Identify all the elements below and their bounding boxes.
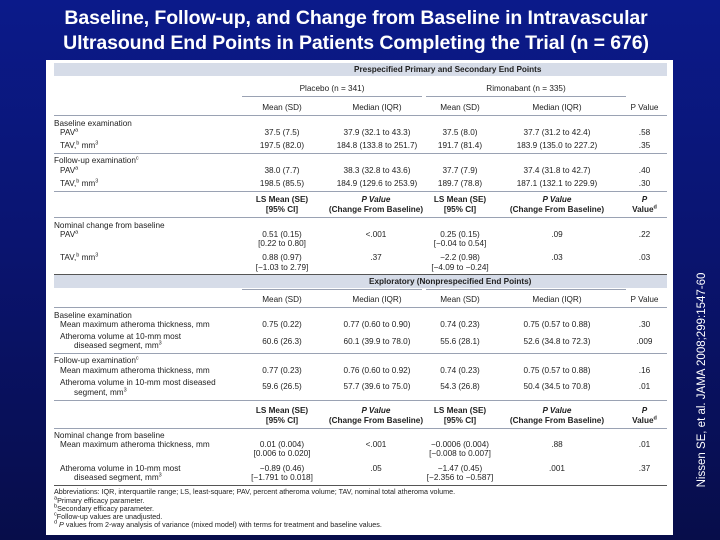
cell: .001: [549, 464, 565, 473]
cell: .35: [638, 141, 651, 150]
primary-column-header-row: [46, 103, 673, 113]
cell: 37.5 (8.0): [442, 128, 478, 137]
cell: .37: [638, 464, 651, 473]
change-from-baseline-header: (Change From Baseline): [509, 416, 605, 425]
cell: 0.75 (0.57 to 0.88): [523, 366, 591, 375]
placebo-group-rule: [242, 96, 422, 97]
cell: 0.01 (0.004): [259, 440, 305, 449]
exploratory-change-mmat-ci-row: [46, 449, 673, 459]
tav-label: TAV,$^b$ $mm^3$: [60, 252, 99, 262]
cell: 38.3 (32.8 to 43.6): [343, 166, 411, 175]
vol-label-2: diseased segment, $mm^3$: [74, 340, 162, 350]
cell: −1.47 (0.45): [437, 464, 483, 473]
slide-title-line-2: Ultrasound End Points in Patients Completing the Trial (n = 676): [63, 32, 649, 54]
value-d-header: Value$^d$: [632, 415, 657, 425]
cell: .05: [370, 464, 382, 473]
cell: .01: [638, 440, 651, 449]
cell: 37.7 (31.2 to 42.4): [523, 128, 591, 137]
cell: .88: [551, 440, 563, 449]
cell: 57.7 (39.6 to 75.0): [343, 382, 411, 391]
value-d-header: Value$^d$: [632, 204, 657, 214]
exploratory-change-vol-row-2: [46, 473, 673, 483]
cell: .01: [638, 382, 651, 391]
cell: −0.0006 (0.004): [430, 440, 490, 449]
citation: Nissen SE, et al. JAMA 2008;299:1547-60: [696, 272, 708, 488]
cell: [0.006 to 0.020]: [253, 449, 311, 458]
primary-change-tav-row: [46, 253, 673, 263]
cell: 38.0 (7.7): [264, 166, 300, 175]
col-mean-rimonabant: Mean (SD): [440, 103, 480, 112]
col-p-value: P Value: [630, 103, 659, 112]
exploratory-section-title: Exploratory (Nonprespecified End Points): [369, 277, 532, 286]
col-median-placebo: Median (IQR): [352, 295, 402, 304]
row-rule: [54, 191, 667, 192]
exploratory-nominal-label: Nominal change from baseline: [54, 431, 165, 440]
primary-nominal-label: Nominal change from baseline: [54, 221, 165, 230]
p-value-d-header: P: [641, 406, 648, 415]
tav-label: TAV,$^b$ $mm^3$: [60, 140, 99, 150]
cell: 54.3 (26.8): [440, 382, 480, 391]
vol-ch-label-1: Atheroma volume in 10-mm most: [60, 464, 181, 473]
cell: 37.9 (32.1 to 43.3): [343, 128, 411, 137]
exploratory-change-header-row-1: [46, 406, 673, 416]
cell: −0.89 (0.46): [259, 464, 305, 473]
cell: 60.6 (26.3): [262, 337, 302, 346]
cell: 52.6 (34.8 to 72.3): [523, 337, 591, 346]
cell: .22: [638, 230, 651, 239]
cell: 191.7 (81.4): [437, 141, 483, 150]
cell: 183.9 (135.0 to 227.2): [516, 141, 598, 150]
change-from-baseline-header: (Change From Baseline): [328, 416, 424, 425]
exploratory-followup-mmat-row: [46, 366, 673, 376]
exploratory-followup-vol-row-2: [46, 388, 673, 398]
cell: 184.8 (133.8 to 251.7): [336, 141, 418, 150]
col-mean-placebo: Mean (SD): [262, 103, 302, 112]
ci-header: [95% CI]: [443, 416, 477, 425]
footnote-abbreviations: Abbreviations: IQR, interquartile range; LS, least-square; PAV, percent atheroma volume; TAV, nominal total atheroma volume.: [54, 487, 456, 496]
col-p-value: P Value: [630, 295, 659, 304]
cell: .03: [551, 253, 563, 262]
col-mean-rimonabant: Mean (SD): [440, 295, 480, 304]
primary-change-tav-ci-row: [46, 263, 673, 273]
cell: 189.7 (78.8): [437, 179, 483, 188]
cell: .16: [638, 366, 651, 375]
primary-followup-label: Follow-up examination$^c$: [54, 155, 139, 165]
exploratory-followup-label: Follow-up examination$^c$: [54, 355, 139, 365]
cell: 0.76 (0.60 to 0.92): [343, 366, 411, 375]
cell: 37.7 (7.9): [442, 166, 478, 175]
vol-fu-label-2: segment, $mm^3$: [74, 387, 127, 397]
cell: 184.9 (129.6 to 253.9): [336, 179, 418, 188]
primary-change-header-row-1: [46, 195, 673, 205]
rimonabant-group-rule: [426, 289, 626, 290]
cell: .37: [370, 253, 382, 262]
p-change-header: P Value: [542, 195, 572, 204]
cell: .30: [638, 179, 651, 188]
tav-label: TAV,$^b$ $mm^3$: [60, 178, 99, 188]
p-change-header: P Value: [361, 195, 391, 204]
exploratory-change-header-row-2: [46, 416, 673, 426]
cell: 0.74 (0.23): [440, 366, 480, 375]
exploratory-baseline-vol-row-2: [46, 341, 673, 351]
cell: −2.2 (0.98): [440, 253, 480, 262]
change-from-baseline-header: (Change From Baseline): [328, 205, 424, 214]
cell: 0.77 (0.23): [262, 366, 302, 375]
ls-mean-header: LS Mean (SE): [255, 195, 309, 204]
exploratory-column-header-row: [46, 295, 673, 305]
cell: .009: [636, 337, 653, 346]
cell: 37.4 (31.8 to 42.7): [523, 166, 591, 175]
cell: [−0.04 to 0.54]: [433, 239, 487, 248]
primary-change-pav-ci-row: [46, 239, 673, 249]
pav-label: PAV$^a$: [60, 229, 79, 239]
placebo-group-rule: [242, 289, 422, 290]
ci-header: [95% CI]: [265, 416, 299, 425]
cell: .40: [638, 166, 651, 175]
ls-mean-header: LS Mean (SE): [433, 406, 487, 415]
col-median-rimonabant: Median (IQR): [532, 103, 582, 112]
exploratory-baseline-mmat-row: [46, 320, 673, 330]
ls-mean-header: LS Mean (SE): [255, 406, 309, 415]
primary-change-header-row-2: [46, 205, 673, 215]
vol-label-1: Atheroma volume at 10-mm most: [60, 332, 182, 341]
mmat-label: Mean maximum atheroma thickness, mm: [60, 366, 210, 375]
col-median-placebo: Median (IQR): [352, 103, 402, 112]
row-rule: [54, 153, 667, 154]
exploratory-header-rule: [54, 307, 667, 308]
slide-title-line-1: Baseline, Follow-up, and Change from Baseline in Intravascular: [64, 7, 648, 29]
cell: 60.1 (39.9 to 78.0): [343, 337, 411, 346]
primary-section-header: [54, 63, 667, 76]
mmat-label: Mean maximum atheroma thickness, mm: [60, 440, 210, 449]
cell: 187.1 (132.1 to 229.9): [516, 179, 598, 188]
cell: 0.51 (0.15): [262, 230, 302, 239]
ls-mean-header: LS Mean (SE): [433, 195, 487, 204]
cell: 59.6 (26.5): [262, 382, 302, 391]
p-change-header: P Value: [361, 406, 391, 415]
row-rule: [54, 428, 667, 429]
table-bottom-rule: [54, 485, 667, 486]
primary-baseline-pav-row: [46, 128, 673, 138]
cell: 197.5 (82.0): [259, 141, 305, 150]
slide-title: [0, 6, 712, 56]
cell: .58: [638, 128, 651, 137]
rimonabant-group-label: Rimonabant (n = 335): [486, 84, 566, 93]
cell: .09: [551, 230, 563, 239]
primary-baseline-label: Baseline examination: [54, 119, 132, 128]
mmat-label: Mean maximum atheroma thickness, mm: [60, 320, 210, 329]
p-value-d-header: P: [641, 195, 648, 204]
ci-header: [95% CI]: [443, 205, 477, 214]
row-rule: [54, 217, 667, 218]
cell: [−1.791 to 0.018]: [251, 473, 313, 482]
exploratory-baseline-label: Baseline examination: [54, 311, 132, 320]
primary-header-rule: [54, 115, 667, 116]
cell: 0.75 (0.22): [262, 320, 302, 329]
change-from-baseline-header: (Change From Baseline): [509, 205, 605, 214]
vol-ch-label-2: diseased segment, $mm^3$: [74, 472, 162, 482]
primary-followup-label-row: [46, 156, 673, 166]
cell: .03: [638, 253, 651, 262]
vol-fu-label-1: Atheroma volume in 10-mm most diseased: [60, 378, 216, 387]
primary-baseline-tav-row: [46, 141, 673, 151]
col-median-rimonabant: Median (IQR): [532, 295, 582, 304]
exploratory-section-header: [54, 275, 667, 288]
cell: 0.77 (0.60 to 0.90): [343, 320, 411, 329]
primary-followup-tav-row: [46, 179, 673, 189]
cell: 0.88 (0.97): [262, 253, 302, 262]
cell: 0.25 (0.15): [440, 230, 480, 239]
cell: 37.5 (7.5): [264, 128, 300, 137]
cell: [0.22 to 0.80]: [258, 239, 306, 248]
cell: 198.5 (85.5): [259, 179, 305, 188]
col-mean-placebo: Mean (SD): [262, 295, 302, 304]
row-rule: [54, 400, 667, 401]
cell: 0.75 (0.57 to 0.88): [523, 320, 591, 329]
footnote-c: $^c$Follow-up values are unadjusted.: [54, 511, 163, 521]
p-change-header: P Value: [542, 406, 572, 415]
exploratory-followup-vol-row: [46, 378, 673, 391]
footnote-d: $^d$ P values from 2-way analysis of variance (mixed model) with terms for treatment and baseline values.: [54, 519, 382, 529]
cell: <.001: [365, 440, 387, 449]
footnote-b: $^b$Secondary efficacy parameter.: [54, 503, 155, 513]
cell: 55.6 (28.1): [440, 337, 480, 346]
pav-label: PAV$^a$: [60, 165, 79, 175]
cell: .30: [638, 320, 651, 329]
cell: 50.4 (34.5 to 70.8): [523, 382, 591, 391]
rimonabant-group-rule: [426, 96, 626, 97]
results-table: [46, 60, 673, 535]
cell: 0.74 (0.23): [440, 320, 480, 329]
cell: [−1.03 to 2.79]: [255, 263, 309, 272]
footnote-a: $^a$Primary efficacy parameter.: [54, 495, 145, 505]
primary-followup-pav-row: [46, 166, 673, 176]
cell: [−0.008 to 0.007]: [429, 449, 491, 458]
exploratory-followup-label-row: [46, 356, 673, 366]
cell: [−4.09 to −0.24]: [431, 263, 489, 272]
placebo-group-label: Placebo (n = 341): [299, 84, 365, 93]
ci-header: [95% CI]: [265, 205, 299, 214]
row-rule: [54, 353, 667, 354]
group-header-row: [46, 84, 673, 94]
primary-section-title: Prespecified Primary and Secondary End Points: [354, 65, 542, 74]
cell: <.001: [365, 230, 387, 239]
pav-label: PAV$^a$: [60, 127, 79, 137]
cell: [−2.356 to −0.587]: [426, 473, 494, 482]
